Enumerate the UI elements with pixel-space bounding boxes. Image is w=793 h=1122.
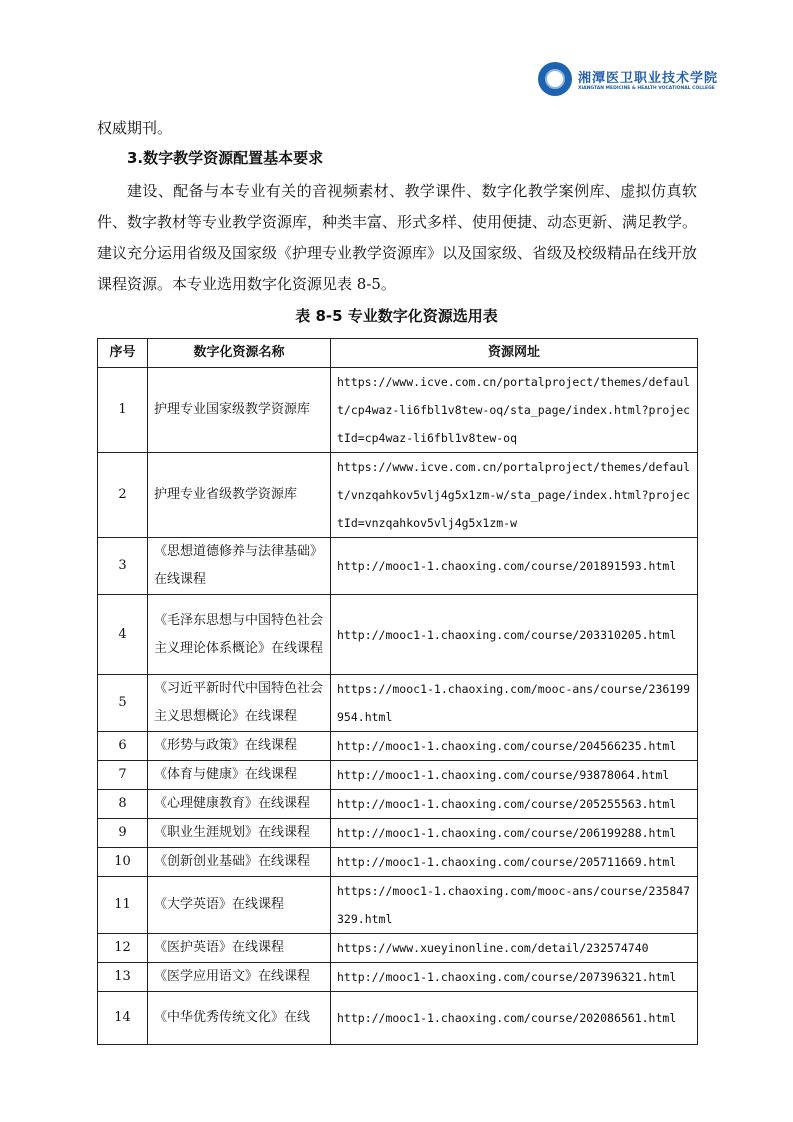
row-number: 7 bbox=[98, 761, 148, 790]
resource-name: 护理专业国家级教学资源库 bbox=[148, 368, 331, 453]
college-logo bbox=[538, 62, 718, 96]
table-row bbox=[98, 934, 698, 963]
table-row bbox=[98, 675, 698, 732]
resource-url: https://mooc1-1.chaoxing.com/mooc-ans/course/236199954.html bbox=[331, 675, 698, 732]
resource-url: http://mooc1-1.chaoxing.com/course/206199288.html bbox=[331, 819, 698, 848]
table-row bbox=[98, 848, 698, 877]
row-number: 13 bbox=[98, 963, 148, 992]
resource-name: 《心理健康教育》在线课程 bbox=[148, 790, 331, 819]
resource-url: https://www.icve.com.cn/portalproject/themes/default/cp4waz-li6fbl1v8tew-oq/sta_page/index.html?projectId=cp4waz-li6fbl1v8tew-oq bbox=[331, 368, 698, 453]
resource-url: https://mooc1-1.chaoxing.com/mooc-ans/course/235847329.html bbox=[331, 877, 698, 934]
row-number: 2 bbox=[98, 453, 148, 538]
table-row bbox=[98, 963, 698, 992]
resource-url: http://mooc1-1.chaoxing.com/course/205255563.html bbox=[331, 790, 698, 819]
resource-name: 《大学英语》在线课程 bbox=[148, 877, 331, 934]
resource-name: 《思想道德修养与法律基础》在线课程 bbox=[148, 538, 331, 595]
resource-table bbox=[97, 338, 698, 1045]
resource-url: http://mooc1-1.chaoxing.com/course/201891593.html bbox=[331, 538, 698, 595]
table-row bbox=[98, 368, 698, 453]
table-row bbox=[98, 877, 698, 934]
row-number: 4 bbox=[98, 595, 148, 675]
row-number: 9 bbox=[98, 819, 148, 848]
table-row bbox=[98, 819, 698, 848]
resource-url: http://mooc1-1.chaoxing.com/course/93878064.html bbox=[331, 761, 698, 790]
resource-name: 《形势与政策》在线课程 bbox=[148, 732, 331, 761]
row-number: 3 bbox=[98, 538, 148, 595]
resource-url: http://mooc1-1.chaoxing.com/course/204566235.html bbox=[331, 732, 698, 761]
section-heading: 3.数字教学资源配置基本要求 bbox=[127, 149, 324, 167]
resource-url: http://mooc1-1.chaoxing.com/course/205711669.html bbox=[331, 848, 698, 877]
college-seal-icon bbox=[538, 62, 572, 96]
table-caption: 表 8-5 专业数字化资源选用表 bbox=[295, 307, 498, 325]
resource-url: http://mooc1-1.chaoxing.com/course/207396321.html bbox=[331, 963, 698, 992]
header-url: 资源网址 bbox=[331, 339, 698, 368]
resource-name: 《中华优秀传统文化》在线 bbox=[148, 992, 331, 1045]
resource-url: http://mooc1-1.chaoxing.com/course/202086561.html bbox=[331, 992, 698, 1045]
resource-name: 《体育与健康》在线课程 bbox=[148, 761, 331, 790]
row-number: 1 bbox=[98, 368, 148, 453]
table-row bbox=[98, 453, 698, 538]
text-line: 权威期刊。 bbox=[97, 119, 173, 137]
row-number: 12 bbox=[98, 934, 148, 963]
table-row bbox=[98, 595, 698, 675]
header-no: 序号 bbox=[98, 339, 148, 368]
resource-name: 《习近平新时代中国特色社会主义思想概论》在线课程 bbox=[148, 675, 331, 732]
table-row bbox=[98, 732, 698, 761]
header-name: 数字化资源名称 bbox=[148, 339, 331, 368]
resource-url: https://www.xueyinonline.com/detail/232574740 bbox=[331, 934, 698, 963]
logo-chinese-name: 湘潭医卫职业技术学院 bbox=[578, 71, 719, 86]
table-row bbox=[98, 538, 698, 595]
row-number: 8 bbox=[98, 790, 148, 819]
resource-name: 护理专业省级教学资源库 bbox=[148, 453, 331, 538]
table-row bbox=[98, 761, 698, 790]
row-number: 14 bbox=[98, 992, 148, 1045]
resource-url: https://www.icve.com.cn/portalproject/themes/default/vnzqahkov5vlj4g5x1zm-w/sta_page/index.html?projectId=vnzqahkov5vlj4g5x1zm-w bbox=[331, 453, 698, 538]
resource-name: 《创新创业基础》在线课程 bbox=[148, 848, 331, 877]
resource-name: 《毛泽东思想与中国特色社会主义理论体系概论》在线课程 bbox=[148, 595, 331, 675]
row-number: 10 bbox=[98, 848, 148, 877]
row-number: 6 bbox=[98, 732, 148, 761]
row-number: 11 bbox=[98, 877, 148, 934]
table-row bbox=[98, 790, 698, 819]
logo-english-name: XIANGTAN MEDICINE & HEALTH VOCATIONAL COLLEGE bbox=[578, 86, 715, 91]
row-number: 5 bbox=[98, 675, 148, 732]
resource-name: 《医学应用语文》在线课程 bbox=[148, 963, 331, 992]
resource-url: http://mooc1-1.chaoxing.com/course/203310205.html bbox=[331, 595, 698, 675]
resource-name: 《医护英语》在线课程 bbox=[148, 934, 331, 963]
resource-name: 《职业生涯规划》在线课程 bbox=[148, 819, 331, 848]
paragraph: 建设、配备与本专业有关的音视频素材、教学课件、数字化教学案例库、虚拟仿真软件、数字教材等专业教学资源库，种类丰富、形式多样、使用便捷、动态更新、满足教学。建议充分运用省级及国家级《护理专业教学资源库》以及国家级、省级及校级精品在线开放课程资源。本专业选用数字化资源见表 8-5。 bbox=[97, 182, 698, 293]
table-row bbox=[98, 992, 698, 1045]
